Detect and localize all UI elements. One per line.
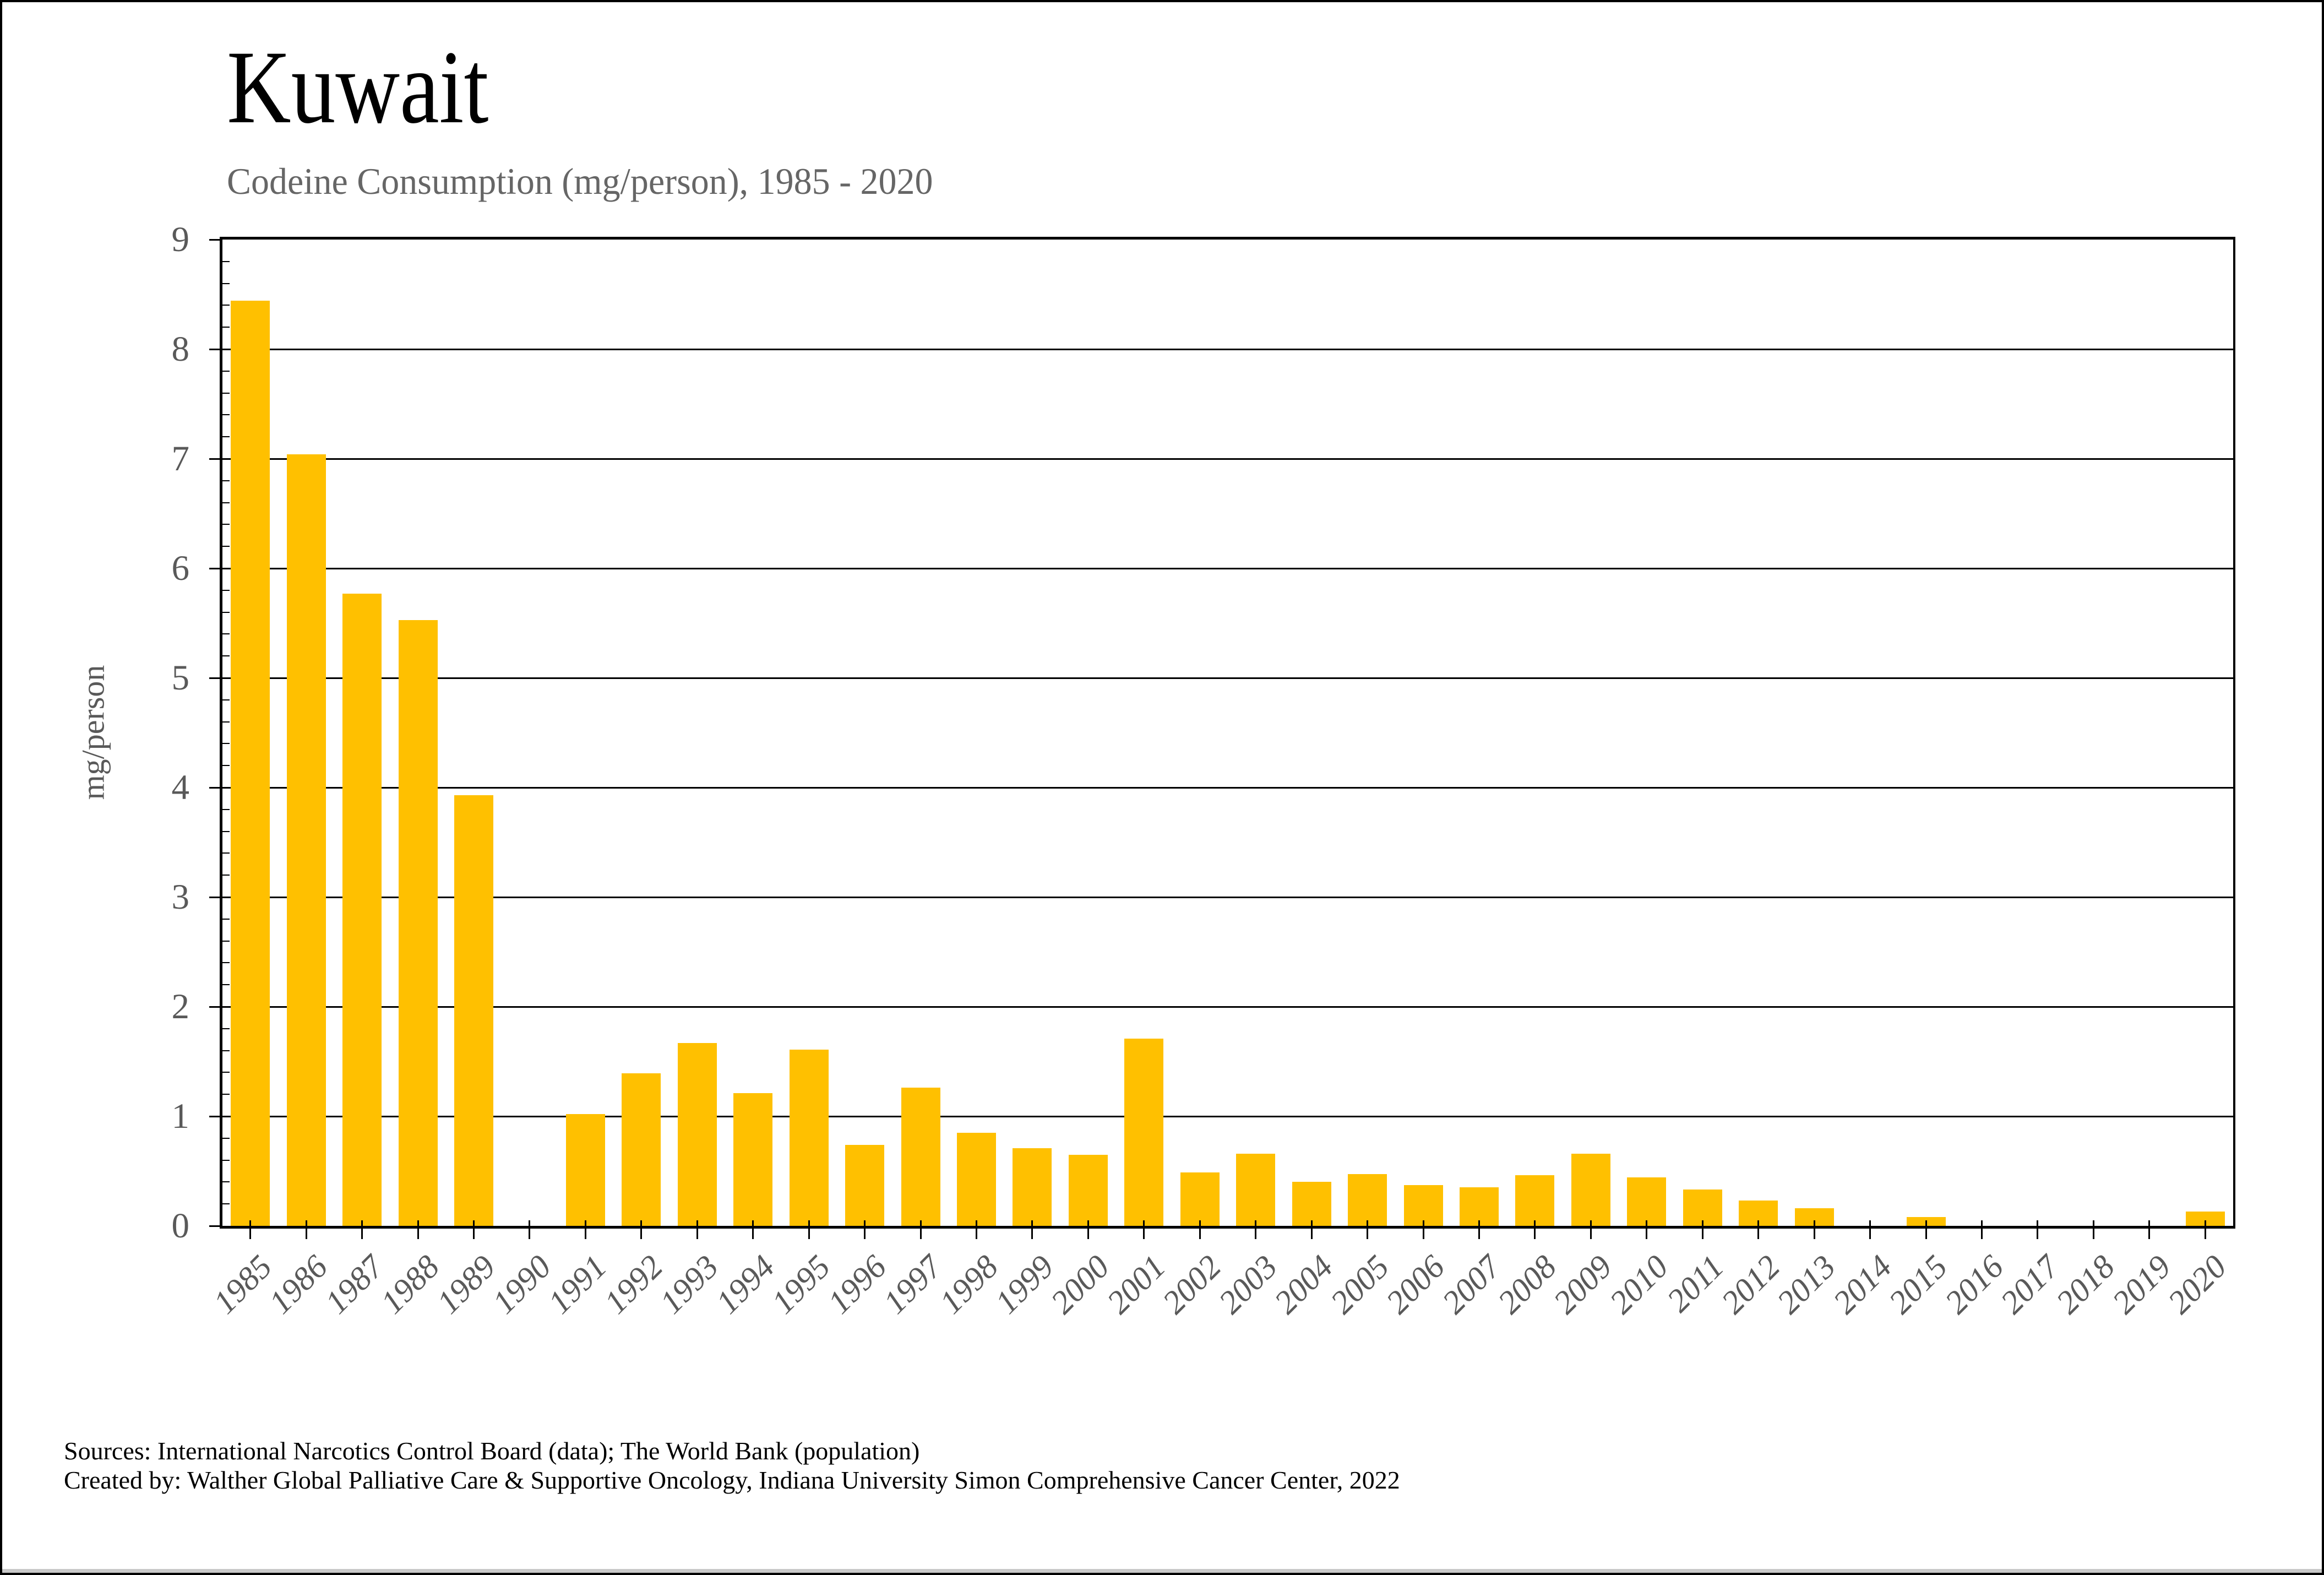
y-tick-label-4: 4 [171, 768, 189, 807]
x-tick-2019 [2148, 1220, 2150, 1239]
y-major-tick-7 [209, 458, 220, 460]
x-label-2011: 2011 [1660, 1248, 1731, 1319]
y-tick-label-3: 3 [171, 877, 189, 917]
y-minor-tick [222, 612, 230, 613]
y-major-tick-6 [209, 568, 220, 569]
y-minor-tick [222, 1160, 230, 1161]
bar-1992 [622, 1073, 661, 1226]
x-label-2020: 2020 [2160, 1248, 2234, 1321]
x-label-2016: 2016 [1937, 1248, 2010, 1321]
bar-1994 [733, 1093, 772, 1226]
y-minor-tick [222, 875, 230, 876]
bar-1985 [231, 301, 270, 1226]
x-tick-2020 [2205, 1220, 2206, 1239]
y-minor-tick [222, 852, 230, 854]
x-tick-2011 [1702, 1220, 1703, 1239]
bar-2005 [1348, 1174, 1387, 1226]
x-label-1985: 1985 [206, 1248, 279, 1321]
gridline-8 [222, 349, 2233, 350]
y-minor-tick [222, 633, 230, 634]
y-minor-tick [222, 524, 230, 525]
x-label-2008: 2008 [1490, 1248, 1564, 1321]
y-minor-tick [222, 765, 230, 766]
y-minor-tick [222, 1028, 230, 1029]
x-label-2017: 2017 [1993, 1248, 2066, 1321]
y-minor-tick [222, 1050, 230, 1051]
x-tick-1990 [529, 1220, 530, 1239]
y-minor-tick [222, 831, 230, 832]
x-label-1993: 1993 [652, 1248, 726, 1321]
x-tick-1993 [696, 1220, 698, 1239]
bar-1999 [1013, 1148, 1052, 1226]
y-minor-tick [222, 327, 230, 328]
y-major-tick-0 [209, 1225, 220, 1227]
x-tick-2007 [1478, 1220, 1480, 1239]
footer-created-by-line: Created by: Walther Global Palliative Care & Supportive Oncology, Indiana University Simon Comprehensive Cancer Center, 2022 [64, 1466, 1400, 1494]
y-minor-tick [222, 502, 230, 503]
x-label-2009: 2009 [1547, 1248, 1619, 1321]
y-minor-tick [222, 984, 230, 985]
y-minor-tick [222, 809, 230, 810]
x-label-1996: 1996 [820, 1248, 893, 1321]
bar-2002 [1180, 1172, 1220, 1226]
x-label-1987: 1987 [318, 1248, 390, 1321]
bar-1998 [957, 1133, 996, 1226]
y-minor-tick [222, 962, 230, 963]
footer [64, 1436, 1400, 1495]
x-tick-2006 [1423, 1220, 1424, 1239]
y-minor-tick [222, 721, 230, 723]
gridline-3 [222, 897, 2233, 898]
x-label-2000: 2000 [1044, 1248, 1117, 1321]
x-tick-2005 [1367, 1220, 1368, 1239]
y-minor-tick [222, 261, 230, 262]
x-label-1990: 1990 [485, 1248, 558, 1321]
x-tick-1992 [640, 1220, 642, 1239]
bar-2003 [1236, 1154, 1275, 1226]
x-label-2006: 2006 [1379, 1248, 1452, 1321]
y-minor-tick [222, 546, 230, 547]
x-tick-1986 [306, 1220, 307, 1239]
y-major-tick-3 [209, 897, 220, 898]
y-major-tick-9 [209, 239, 220, 241]
bar-1989 [454, 795, 493, 1226]
plot-area [220, 237, 2235, 1229]
y-minor-tick [222, 1138, 230, 1139]
y-major-tick-5 [209, 677, 220, 679]
y-minor-tick [222, 1072, 230, 1073]
x-label-1997: 1997 [876, 1248, 949, 1321]
x-tick-2001 [1143, 1220, 1145, 1239]
y-tick-label-6: 6 [171, 548, 189, 588]
gridline-7 [222, 458, 2233, 460]
y-tick-label-9: 9 [171, 220, 189, 259]
gridline-1 [222, 1116, 2233, 1117]
x-label-1995: 1995 [764, 1248, 837, 1321]
x-label-2007: 2007 [1435, 1248, 1507, 1321]
x-label-2002: 2002 [1155, 1248, 1228, 1321]
x-label-1998: 1998 [932, 1248, 1005, 1321]
bar-2001 [1124, 1039, 1163, 1226]
x-label-2019: 2019 [2105, 1248, 2178, 1321]
x-tick-1996 [864, 1220, 866, 1239]
y-minor-tick [222, 1181, 230, 1182]
x-label-2010: 2010 [1602, 1248, 1675, 1321]
x-label-2001: 2001 [1100, 1248, 1173, 1321]
y-minor-tick [222, 919, 230, 920]
chart-title: Kuwait [227, 30, 489, 145]
y-minor-tick [222, 480, 230, 481]
y-tick-label-2: 2 [171, 987, 189, 1027]
bar-1997 [901, 1088, 940, 1226]
x-label-2005: 2005 [1323, 1248, 1396, 1321]
bar-1996 [845, 1145, 884, 1226]
bar-2006 [1404, 1185, 1443, 1226]
y-major-tick-2 [209, 1006, 220, 1008]
x-tick-1991 [585, 1220, 586, 1239]
chart-subtitle: Codeine Consumption (mg/person), 1985 - 2020 [227, 160, 933, 202]
x-tick-1988 [417, 1220, 419, 1239]
gridline-6 [222, 568, 2233, 569]
x-tick-2009 [1590, 1220, 1592, 1239]
x-tick-2013 [1814, 1220, 1815, 1239]
x-tick-2018 [2093, 1220, 2094, 1239]
bottom-strip [2, 1569, 2322, 1573]
bar-1993 [678, 1043, 717, 1226]
x-tick-1999 [1031, 1220, 1033, 1239]
x-label-1992: 1992 [597, 1248, 670, 1321]
y-tick-label-1: 1 [171, 1096, 189, 1136]
y-minor-tick [222, 1203, 230, 1204]
x-label-2004: 2004 [1267, 1248, 1340, 1321]
x-tick-1997 [920, 1220, 922, 1239]
y-tick-label-5: 5 [171, 658, 189, 698]
y-tick-label-8: 8 [171, 329, 189, 369]
footer-sources-line: Sources: International Narcotics Control Board (data); The World Bank (population) [64, 1437, 920, 1465]
x-tick-2004 [1311, 1220, 1313, 1239]
x-label-2013: 2013 [1770, 1248, 1843, 1321]
x-label-2014: 2014 [1826, 1248, 1898, 1321]
y-minor-tick [222, 436, 230, 437]
gridline-2 [222, 1006, 2233, 1008]
bar-1995 [790, 1050, 829, 1226]
x-tick-2000 [1087, 1220, 1089, 1239]
y-tick-label-7: 7 [171, 439, 189, 479]
x-tick-2014 [1869, 1220, 1871, 1239]
x-label-2018: 2018 [2049, 1248, 2122, 1321]
x-label-1989: 1989 [429, 1248, 502, 1321]
y-minor-tick [222, 283, 230, 284]
y-minor-tick [222, 743, 230, 744]
bar-2010 [1627, 1177, 1666, 1226]
y-minor-tick [222, 699, 230, 700]
bar-1986 [287, 454, 326, 1226]
x-tick-2003 [1255, 1220, 1256, 1239]
x-tick-1985 [249, 1220, 251, 1239]
x-tick-1998 [976, 1220, 977, 1239]
x-tick-2016 [1981, 1220, 1983, 1239]
bar-1987 [342, 594, 382, 1226]
gridline-5 [222, 677, 2233, 679]
y-major-tick-1 [209, 1116, 220, 1117]
x-label-1988: 1988 [373, 1248, 447, 1321]
x-label-2015: 2015 [1881, 1248, 1955, 1321]
x-label-2003: 2003 [1211, 1248, 1284, 1321]
y-minor-tick [222, 941, 230, 942]
x-tick-2012 [1757, 1220, 1759, 1239]
y-minor-tick [222, 414, 230, 415]
x-tick-2010 [1646, 1220, 1647, 1239]
gridline-4 [222, 787, 2233, 789]
x-tick-1995 [808, 1220, 810, 1239]
y-minor-tick [222, 371, 230, 372]
y-major-tick-4 [209, 787, 220, 789]
x-tick-1994 [752, 1220, 754, 1239]
x-label-1999: 1999 [988, 1248, 1061, 1321]
bar-2004 [1292, 1182, 1331, 1226]
x-tick-2017 [2037, 1220, 2038, 1239]
y-minor-tick [222, 393, 230, 394]
y-axis-title: mg/person [75, 665, 111, 800]
x-label-1991: 1991 [541, 1248, 614, 1321]
y-minor-tick [222, 655, 230, 656]
x-tick-2008 [1534, 1220, 1536, 1239]
x-label-2012: 2012 [1714, 1248, 1787, 1321]
bar-2000 [1069, 1155, 1108, 1226]
x-label-1994: 1994 [709, 1248, 781, 1321]
bar-2009 [1571, 1154, 1610, 1226]
bar-1991 [566, 1114, 605, 1226]
x-tick-2015 [1925, 1220, 1927, 1239]
bar-2008 [1515, 1175, 1554, 1226]
y-minor-tick [222, 590, 230, 591]
bar-1988 [399, 620, 438, 1226]
y-major-tick-8 [209, 349, 220, 350]
x-tick-1989 [473, 1220, 475, 1239]
x-tick-1987 [361, 1220, 363, 1239]
x-tick-2002 [1199, 1220, 1201, 1239]
y-minor-tick [222, 305, 230, 306]
y-minor-tick [222, 1094, 230, 1095]
y-tick-label-0: 0 [171, 1206, 189, 1246]
x-label-1986: 1986 [262, 1248, 335, 1321]
